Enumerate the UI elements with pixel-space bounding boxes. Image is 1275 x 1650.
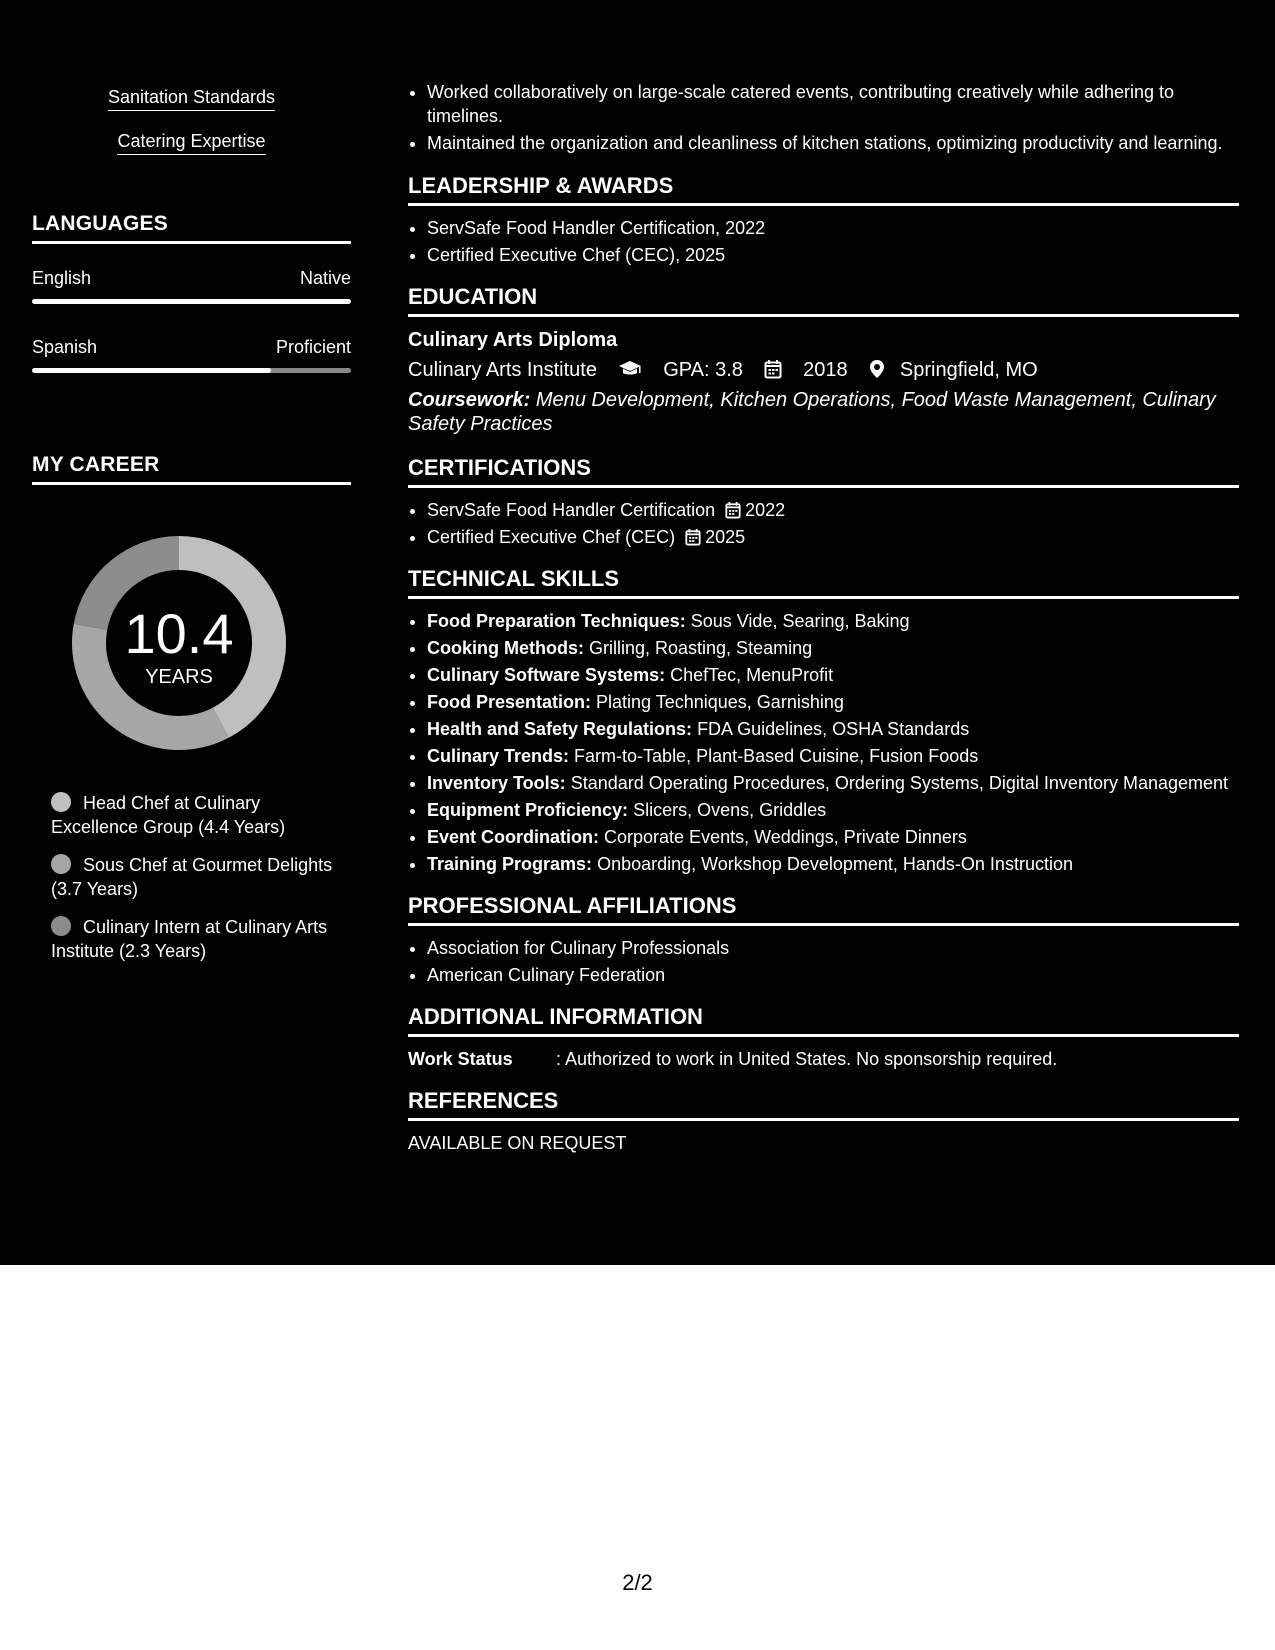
list-item xyxy=(427,825,1239,849)
skill-category: Food Presentation: xyxy=(427,692,592,712)
list-item: • ServSafe Food Handler Certification, 2022 xyxy=(427,216,1239,240)
language-bar xyxy=(32,299,351,304)
skill-values: Farm-to-Table, Plant-Based Cuisine, Fusion Foods xyxy=(574,746,979,766)
skill-category: Health and Safety Regulations: xyxy=(427,719,693,739)
education-year: 2018 xyxy=(803,359,848,381)
language-name: English xyxy=(32,268,92,288)
career-years-label: YEARS xyxy=(145,666,213,688)
references-heading: REFERENCES xyxy=(408,1087,1239,1121)
language-bar-fill xyxy=(32,368,271,373)
skill-links xyxy=(32,86,351,174)
education-location: Springfield, MO xyxy=(899,359,1038,381)
language-bar-fill xyxy=(32,299,351,304)
skill-category: Cooking Methods: xyxy=(427,638,584,658)
list-item xyxy=(427,771,1239,795)
certification-name: ServSafe Food Handler Certification xyxy=(427,500,716,520)
skill-values: ChefTec, MenuProfit xyxy=(670,665,834,685)
map-pin-icon xyxy=(869,359,885,379)
additional-info-heading: ADDITIONAL INFORMATION xyxy=(408,1003,1239,1037)
education-coursework xyxy=(408,388,1239,436)
technical-skills-heading: TECHNICAL SKILLS xyxy=(408,565,1239,599)
education-meta xyxy=(408,357,1239,383)
technical-skills-list xyxy=(408,609,1239,876)
career-item-label: Head Chef at Culinary Excellence Group (4.4 Years) xyxy=(51,793,286,837)
list-item: • Worked collaboratively on large-scale catered events, contributing creatively while adhering to timelines. xyxy=(427,80,1239,128)
skill-values: FDA Guidelines, OSHA Standards xyxy=(697,719,970,739)
list-item xyxy=(427,609,1239,633)
list-item xyxy=(427,717,1239,741)
skill-values: Corporate Events, Weddings, Private Dinners xyxy=(604,827,967,847)
list-item xyxy=(427,690,1239,714)
legend-dot-icon xyxy=(51,854,71,874)
leadership-heading: LEADERSHIP & AWARDS xyxy=(408,172,1239,206)
career-item-label: Sous Chef at Gourmet Delights (3.7 Years) xyxy=(51,855,333,899)
list-item xyxy=(427,498,1239,522)
education-gpa: GPA: 3.8 xyxy=(663,359,743,381)
list-item xyxy=(427,525,1239,549)
calendar-icon xyxy=(764,359,782,379)
skill-values: Plating Techniques, Garnishing xyxy=(596,692,844,712)
leadership-list xyxy=(408,216,1239,267)
certification-name: Certified Executive Chef (CEC) xyxy=(427,527,676,547)
work-status-row xyxy=(408,1047,1239,1071)
skill-values: Slicers, Ovens, Griddles xyxy=(633,800,827,820)
main-column xyxy=(408,0,1239,1155)
language-level: Proficient xyxy=(275,337,351,357)
skill-category: Food Preparation Techniques: xyxy=(427,611,686,631)
education-heading: EDUCATION xyxy=(408,283,1239,317)
list-item: • American Culinary Federation xyxy=(427,963,1239,987)
education-school: Culinary Arts Institute xyxy=(408,359,597,381)
list-item xyxy=(427,798,1239,822)
career-item xyxy=(51,915,341,963)
career-item xyxy=(51,853,341,901)
calendar-icon xyxy=(685,528,701,546)
language-bar xyxy=(32,368,351,373)
coursework-text: Menu Development, Kitchen Operations, Food Waste Management, Culinary Safety Practices xyxy=(408,389,1216,435)
skill-link[interactable]: Sanitation Standards xyxy=(108,86,275,111)
list-item xyxy=(427,744,1239,768)
list-item xyxy=(427,852,1239,876)
list-item xyxy=(427,636,1239,660)
references-text: AVAILABLE ON REQUEST xyxy=(408,1133,627,1153)
skill-values: Standard Operating Procedures, Ordering Systems, Digital Inventory Management xyxy=(570,773,1229,793)
certifications-list xyxy=(408,498,1239,549)
skill-category: Event Coordination: xyxy=(427,827,599,847)
education-degree: Culinary Arts Diploma xyxy=(408,329,618,351)
career-heading: MY CAREER xyxy=(32,452,351,485)
work-status-label: Work Status xyxy=(408,1049,513,1069)
page-number: 2/2 xyxy=(622,1570,653,1595)
list-item: • Association for Culinary Professionals xyxy=(427,936,1239,960)
career-item-label: Culinary Intern at Culinary Arts Institute (2.3 Years) xyxy=(51,917,328,961)
skill-category: Training Programs: xyxy=(427,854,593,874)
skill-values: Grilling, Roasting, Steaming xyxy=(589,638,813,658)
career-item xyxy=(51,791,341,839)
legend-dot-icon xyxy=(51,792,71,812)
list-item xyxy=(427,663,1239,687)
skill-values: Onboarding, Workshop Development, Hands-On Instruction xyxy=(597,854,1073,874)
languages-heading: LANGUAGES xyxy=(32,211,351,244)
calendar-icon xyxy=(725,501,741,519)
skill-values: Sous Vide, Searing, Baking xyxy=(690,611,910,631)
career-legend xyxy=(51,791,341,977)
certification-year: 2022 xyxy=(745,500,786,520)
coursework-label: Coursework: xyxy=(408,389,531,411)
certifications-heading: CERTIFICATIONS xyxy=(408,454,1239,488)
career-donut xyxy=(66,530,292,756)
skill-link[interactable]: Catering Expertise xyxy=(117,130,265,155)
skill-category: Equipment Proficiency: xyxy=(427,800,629,820)
skill-category: Inventory Tools: xyxy=(427,773,566,793)
language-name: Spanish xyxy=(32,337,98,357)
affiliations-list xyxy=(408,936,1239,987)
list-item: • Maintained the organization and cleanliness of kitchen stations, optimizing productivity and learning. xyxy=(427,131,1239,155)
language-level: Native xyxy=(299,268,351,288)
certification-year: 2025 xyxy=(705,527,746,547)
graduation-cap-icon xyxy=(618,359,642,379)
career-total-years: 10.4 xyxy=(124,602,234,665)
affiliations-heading: PROFESSIONAL AFFILIATIONS xyxy=(408,892,1239,926)
experience-bullets xyxy=(408,80,1239,155)
work-status-value: : Authorized to work in United States. No sponsorship required. xyxy=(556,1049,1058,1069)
legend-dot-icon xyxy=(51,916,71,936)
skill-category: Culinary Trends: xyxy=(427,746,570,766)
skill-category: Culinary Software Systems: xyxy=(427,665,666,685)
list-item: • Certified Executive Chef (CEC), 2025 xyxy=(427,243,1239,267)
